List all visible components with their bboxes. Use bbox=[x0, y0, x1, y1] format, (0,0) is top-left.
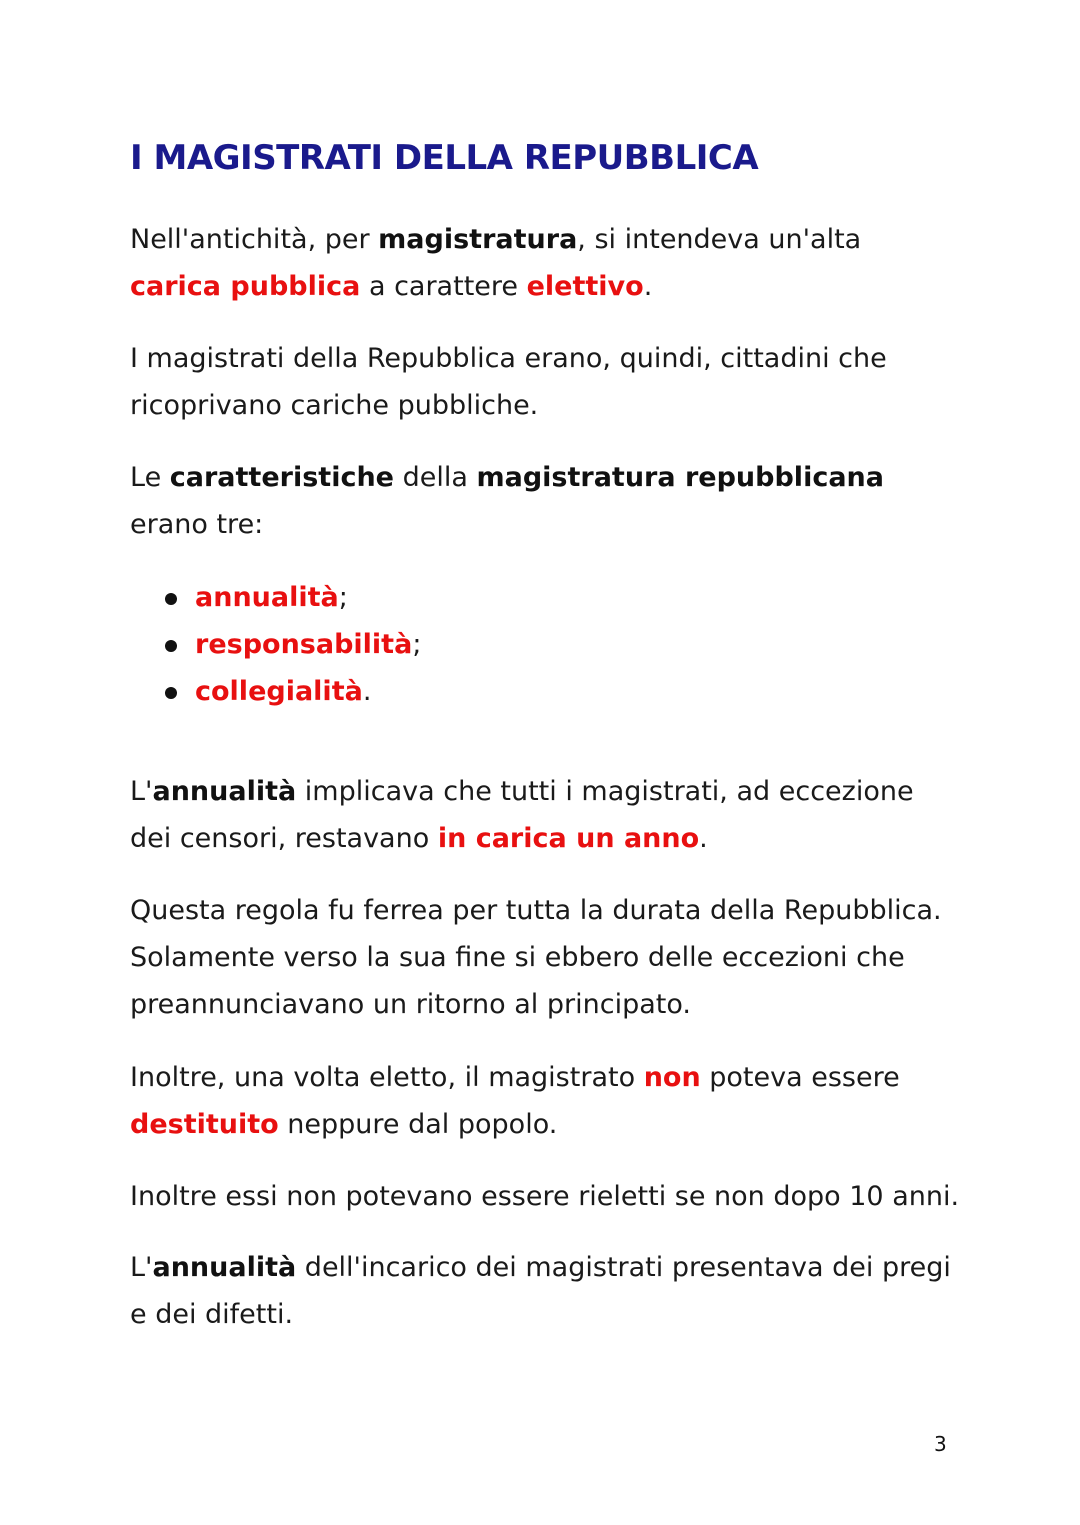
paragraph-annuality: L'annualità implicava che tutti i magistrati, ad eccezione dei censori, restavano in carica un anno. bbox=[130, 776, 914, 854]
paragraph-definition: Nell'antichità, per magistratura, si intendeva un'alta carica pubblica a carattere elettivo. bbox=[130, 224, 862, 302]
page-number: 3 bbox=[934, 1432, 947, 1456]
list-item: responsabilità; bbox=[195, 621, 421, 668]
paragraph-reelection: Inoltre essi non potevano essere rieletti se non dopo 10 anni. bbox=[130, 1181, 960, 1212]
paragraph-magistrates: I magistrati della Repubblica erano, quindi, cittadini che ricoprivano cariche pubbliche. bbox=[130, 343, 887, 421]
paragraph-removal: Inoltre, una volta eletto, il magistrato non poteva essere destituito neppure dal popolo. bbox=[130, 1062, 900, 1140]
paragraph-pros-cons: L'annualità dell'incarico dei magistrati presentava dei pregi e dei difetti. bbox=[130, 1252, 951, 1330]
list-item: annualità; bbox=[195, 574, 421, 621]
characteristics-list bbox=[130, 574, 421, 715]
paragraph-rule: Questa regola fu ferrea per tutta la durata della Repubblica. Solamente verso la sua fine si ebbero delle eccezioni che preannunciavano un ritorno al principato. bbox=[130, 895, 942, 1020]
list-item: collegialità. bbox=[195, 668, 421, 715]
page-title: I MAGISTRATI DELLA REPUBBLICA bbox=[130, 138, 759, 178]
paragraph-characteristics: Le caratteristiche della magistratura repubblicana erano tre: bbox=[130, 462, 884, 540]
